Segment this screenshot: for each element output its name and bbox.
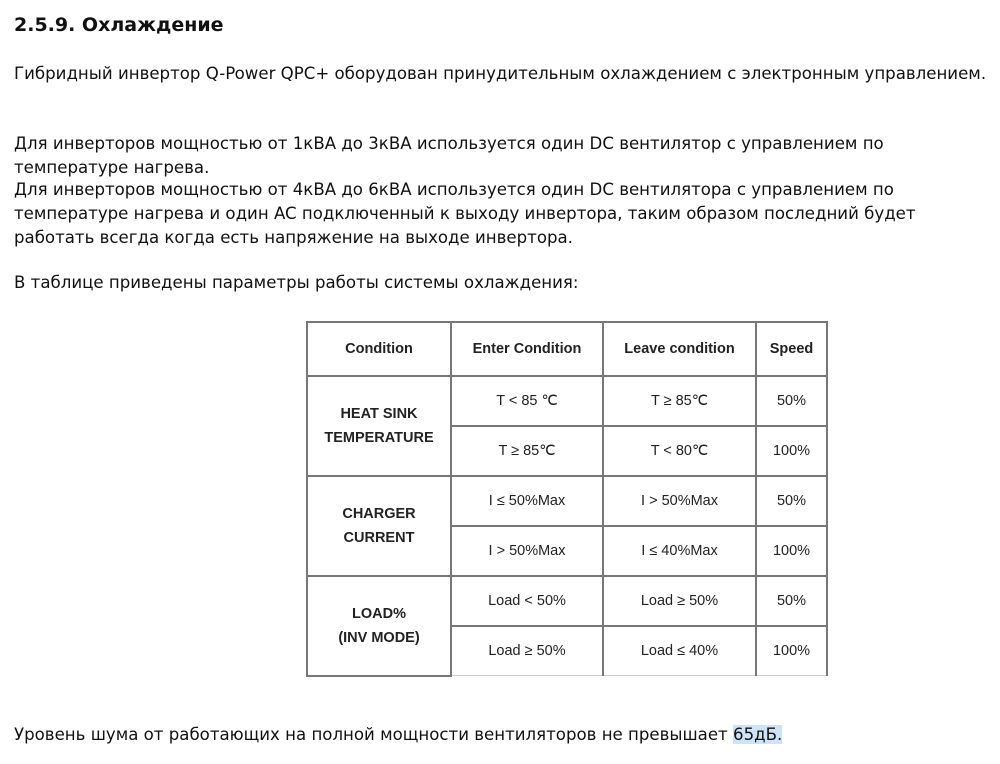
table-row xyxy=(307,476,827,526)
condition-line: HEAT SINK xyxy=(340,406,418,422)
leave-cell: T < 80℃ xyxy=(603,426,756,476)
header-condition: Condition xyxy=(307,322,451,376)
enter-cell: T < 85 ℃ xyxy=(451,376,603,426)
speed-cell: 100% xyxy=(756,526,827,576)
speed-cell: 100% xyxy=(756,626,827,676)
leave-cell: I > 50%Max xyxy=(603,476,756,526)
leave-cell: Load ≤ 40% xyxy=(603,626,756,676)
speed-cell: 100% xyxy=(756,426,827,476)
cooling-parameters-table xyxy=(306,321,828,677)
table-row xyxy=(307,376,827,426)
condition-line: CHARGER xyxy=(342,506,416,522)
leave-cell: Load ≥ 50% xyxy=(603,576,756,626)
noise-text: Уровень шума от работающих на полной мощности вентиляторов не превышает xyxy=(14,725,734,744)
leave-cell: I ≤ 40%Max xyxy=(603,526,756,576)
speed-cell: 50% xyxy=(756,576,827,626)
enter-cell: Load < 50% xyxy=(451,576,603,626)
condition-line: (INV MODE) xyxy=(338,629,420,646)
enter-cell: I > 50%Max xyxy=(451,526,603,576)
paragraph-table-intro: В таблице приведены параметры работы системы охлаждения: xyxy=(14,273,579,292)
header-speed: Speed xyxy=(756,322,827,376)
highlighted-noise-value: 65дБ. xyxy=(733,725,783,744)
paragraph-small-inverters: Для инверторов мощностью от 1кВА до 3кВА используется один DC вентилятор с управлением по температуре нагрева. xyxy=(14,134,884,177)
condition-line: CURRENT xyxy=(343,530,415,546)
enter-cell: I ≤ 50%Max xyxy=(451,476,603,526)
noise-level-paragraph xyxy=(14,723,999,747)
section-heading: 2.5.9. Охлаждение xyxy=(14,14,224,36)
enter-cell: Load ≥ 50% xyxy=(451,626,603,676)
condition-cell xyxy=(307,576,451,676)
paragraph-intro: Гибридный инвертор Q-Power QPC+ оборудован принудительным охлаждением с электронным управлением. xyxy=(14,64,987,83)
table-row xyxy=(307,576,827,626)
condition-cell xyxy=(307,476,451,576)
condition-line: LOAD% xyxy=(352,605,406,622)
header-enter-condition: Enter Condition xyxy=(451,322,603,376)
speed-cell: 50% xyxy=(756,476,827,526)
table-header-row xyxy=(307,322,827,376)
condition-cell xyxy=(307,376,451,476)
speed-cell: 50% xyxy=(756,376,827,426)
enter-cell: T ≥ 85℃ xyxy=(451,426,603,476)
paragraph-large-inverters: Для инверторов мощностью от 4кВА до 6кВА используется один DC вентилятора с управлением по температуре нагрева и один AC подключенный к выходу инвертора, таким образом последний будет работать всегда когда есть напряжение на выходе инвертора. xyxy=(14,180,916,247)
leave-cell: T ≥ 85℃ xyxy=(603,376,756,426)
condition-line: TEMPERATURE xyxy=(324,430,434,446)
header-leave-condition: Leave condition xyxy=(603,322,756,376)
